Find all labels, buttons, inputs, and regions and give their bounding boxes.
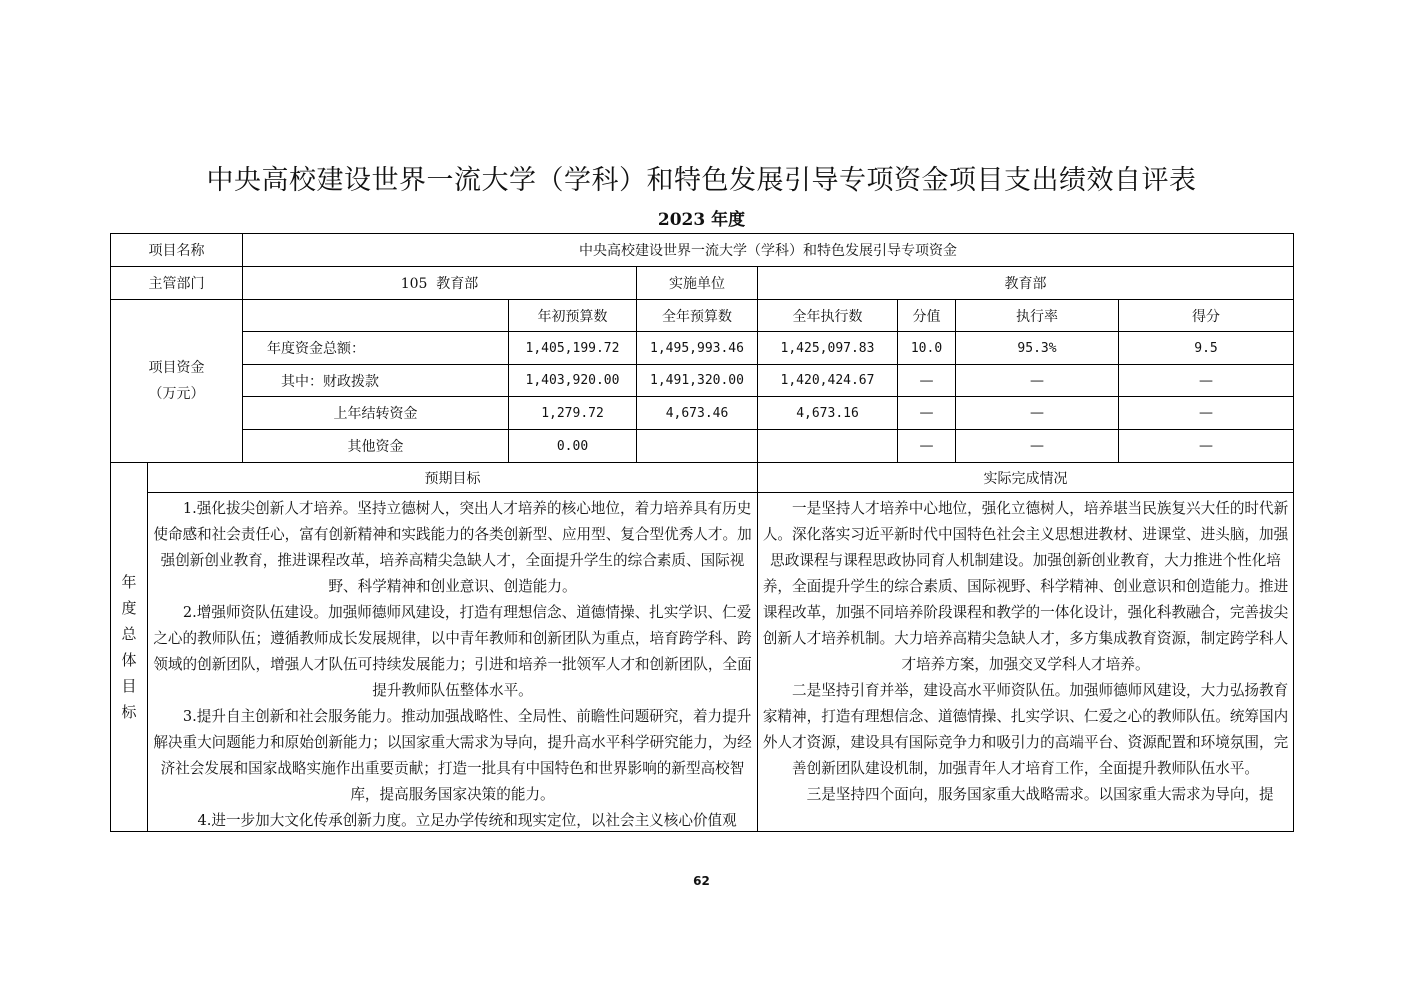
- funds-label-line1: 项目资金: [148, 360, 205, 376]
- goals-side-char: 标: [121, 703, 137, 721]
- funds-row: [111, 332, 1294, 365]
- funds-label: [111, 300, 243, 463]
- funds-cell: —: [1119, 365, 1294, 397]
- funds-header-cell: 分值: [898, 300, 956, 332]
- funds-cell: —: [956, 430, 1119, 463]
- actual-result-paragraph: 一是坚持人才培养中心地位，强化立德树人，培养堪当民族复兴大任的时代新人。深化落实习近平新时代中国特色社会主义思想进教材、进课堂、进头脑，加强思政课程与课程思政协同育人机制建设。加强创新创业教育，大力推进个性化培养，全面提升学生的综合素质、国际视野、科学精神、创业意识和创造能力。推进课程改革，加强不同培养阶段课程和教学的一体化设计，强化科教融合，完善拔尖创新人才培养机制。大力培养高精尖急缺人才，多方集成教育资源，制定跨学科人才培养方案，加强交叉学科人才培养。: [762, 499, 1289, 673]
- goals-side-char: 年: [121, 573, 137, 591]
- funds-cell: —: [898, 397, 956, 430]
- funds-header-row: [111, 300, 1294, 332]
- expected-goal-paragraph: 4.进一步加大文化传承创新力度。立足办学传统和现实定位，以社会主义核心价值观: [197, 811, 737, 829]
- goals-content-row: [111, 493, 1294, 832]
- expected-goals-text: [148, 493, 758, 832]
- project-name-value: 中央高校建设世界一流大学（学科）和特色发展引导专项资金: [243, 234, 1294, 267]
- actual-result-paragraph: 三是坚持四个面向，服务国家重大战略需求。以国家重大需求为导向，提: [806, 785, 1274, 803]
- department-row: [111, 267, 1294, 300]
- implementer-value: 教育部: [758, 267, 1294, 300]
- expected-goal-paragraph: 1.强化拔尖创新人才培养。坚持立德树人，突出人才培养的核心地位，着力培养具有历史使命感和社会责任心，富有创新精神和实践能力的各类创新型、应用型、复合型优秀人才。加强创新创业教育，推进课程改革，培养高精尖急缺人才，全面提升学生的综合素质、国际视野、科学精神和创业意识、创造能力。: [153, 499, 752, 595]
- project-name-label: 项目名称: [111, 234, 243, 267]
- actual-results-header: 实际完成情况: [758, 463, 1294, 493]
- funds-row-name: 上年结转资金: [243, 397, 509, 430]
- expected-goals-header: 预期目标: [148, 463, 758, 493]
- funds-row-name: 其中：财政拨款: [243, 365, 509, 397]
- page-title: 中央高校建设世界一流大学（学科）和特色发展引导专项资金项目支出绩效自评表: [206, 165, 1197, 196]
- funds-cell: —: [1119, 397, 1294, 430]
- funds-cell: —: [1119, 430, 1294, 463]
- funds-cell: 4,673.46: [637, 397, 758, 430]
- funds-cell: [758, 430, 898, 463]
- evaluation-table: [110, 233, 1294, 832]
- funds-header-cell: 年初预算数: [509, 300, 637, 332]
- expected-goal-paragraph: 3.提升自主创新和社会服务能力。推动加强战略性、全局性、前瞻性问题研究，着力提升解决重大问题能力和原始创新能力；以国家重大需求为导向，提升高水平科学研究能力，为经济社会发展和国家战略实施作出重要贡献；打造一批具有中国特色和世界影响的新型高校智库，提高服务国家决策的能力。: [153, 707, 752, 803]
- funds-row-name: 其他资金: [243, 430, 509, 463]
- funds-header-cell: 全年预算数: [637, 300, 758, 332]
- expected-goal-paragraph: 2.增强师资队伍建设。加强师德师风建设，打造有理想信念、道德情操、扎实学识、仁爱之心的教师队伍；遵循教师成长发展规律，以中青年教师和创新团队为重点，培育跨学科、跨领域的创新团队，增强人才队伍可持续发展能力；引进和培养一批领军人才和创新团队，全面提升教师队伍整体水平。: [153, 603, 752, 699]
- funds-cell: 9.5: [1119, 332, 1294, 365]
- goals-header-row: [111, 463, 1294, 493]
- actual-results-text: [758, 493, 1294, 832]
- page-number: 62: [693, 874, 710, 888]
- goals-side-char: 体: [121, 651, 137, 669]
- funds-cell: 0.00: [509, 430, 637, 463]
- goals-side-char: 度: [121, 599, 137, 617]
- funds-header-cell: 得分: [1119, 300, 1294, 332]
- funds-cell: —: [956, 397, 1119, 430]
- funds-row: [111, 365, 1294, 397]
- funds-cell: —: [898, 365, 956, 397]
- funds-row: [111, 430, 1294, 463]
- funds-cell: —: [898, 430, 956, 463]
- funds-row: [111, 397, 1294, 430]
- funds-header-cell: 全年执行数: [758, 300, 898, 332]
- funds-header-blank: [243, 300, 509, 332]
- project-name-row: [111, 234, 1294, 267]
- funds-cell: 1,279.72: [509, 397, 637, 430]
- funds-cell: 1,403,920.00: [509, 365, 637, 397]
- funds-row-name: 年度资金总额：: [243, 332, 509, 365]
- funds-cell: 1,491,320.00: [637, 365, 758, 397]
- funds-cell: 95.3%: [956, 332, 1119, 365]
- implementer-label: 实施单位: [637, 267, 758, 300]
- goals-side-char: 目: [121, 677, 137, 695]
- funds-cell: 10.0: [898, 332, 956, 365]
- year-label: 2023 年度: [657, 210, 746, 230]
- funds-cell: —: [956, 365, 1119, 397]
- funds-cell: [637, 430, 758, 463]
- funds-header-cell: 执行率: [956, 300, 1119, 332]
- funds-cell: 1,420,424.67: [758, 365, 898, 397]
- actual-result-paragraph: 二是坚持引育并举，建设高水平师资队伍。加强师德师风建设，大力弘扬教育家精神，打造有理想信念、道德情操、扎实学识、仁爱之心的教师队伍。统筹国内外人才资源，建设具有国际竞争力和吸引力的高端平台、资源配置和环境氛围，完善创新团队建设机制，加强青年人才培育工作，全面提升教师队伍水平。: [762, 681, 1289, 777]
- goals-side-char: 总: [121, 625, 137, 643]
- funds-label-line2: （万元）: [148, 386, 205, 402]
- funds-cell: 1,425,097.83: [758, 332, 898, 365]
- department-value: 105 教育部: [243, 267, 637, 300]
- department-label: 主管部门: [111, 267, 243, 300]
- goals-side-label: [111, 463, 148, 832]
- funds-cell: 1,405,199.72: [509, 332, 637, 365]
- funds-cell: 1,495,993.46: [637, 332, 758, 365]
- funds-cell: 4,673.16: [758, 397, 898, 430]
